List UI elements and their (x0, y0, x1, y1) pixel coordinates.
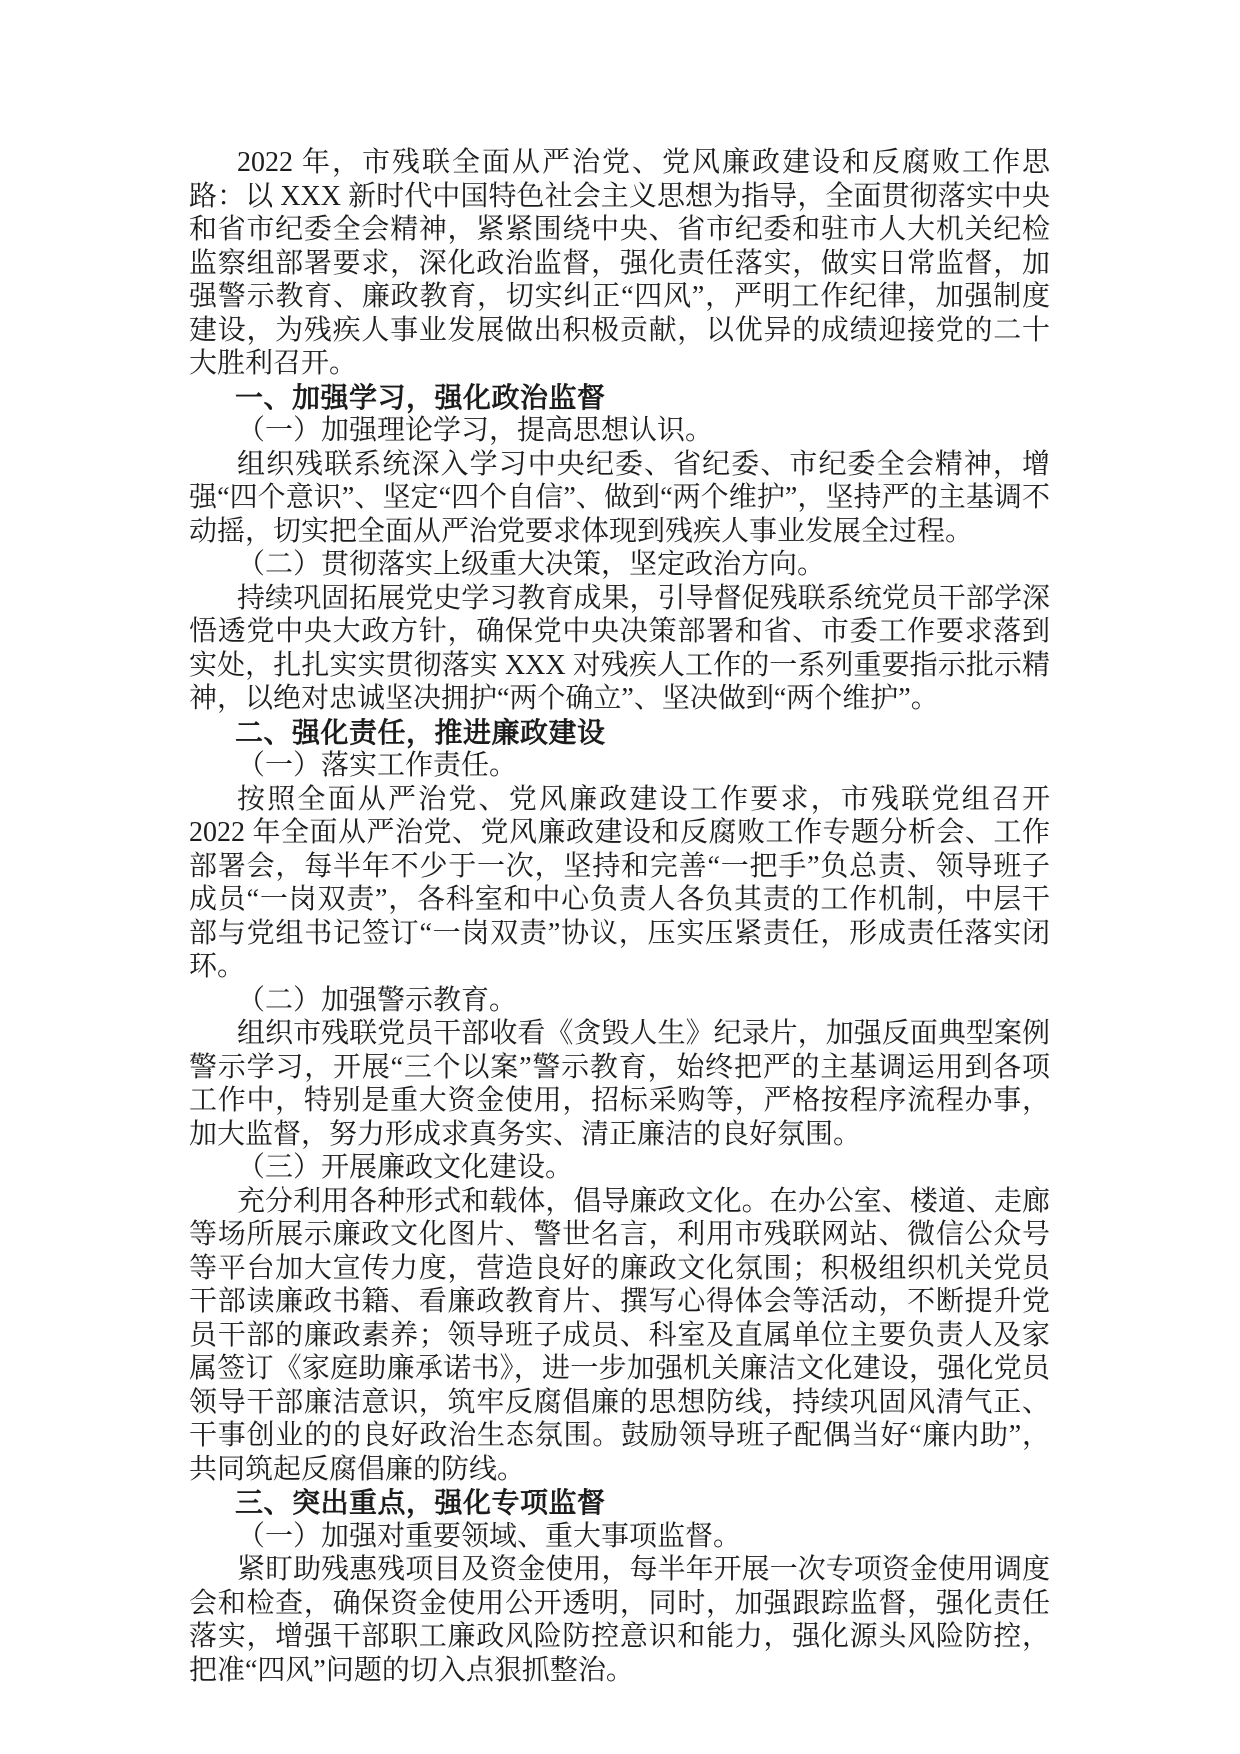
section-heading-1: 一、加强学习，强化政治监督 (235, 381, 606, 413)
paragraph-2-3: 充分利用各种形式和载体，倡导廉政文化。在办公室、楼道、走廊等场所展示廉政文化图片、警世名言，利用市残联网站、微信公众号等平台加大宣传力度，营造良好的廉政文化氛围；积极组织机关党员干部读廉政书籍、看廉政教育片、撰写心得体会等活动，不断提升党员干部的廉政素养；领导班子成员、科室及直属单位主要负责人及家属签订《家庭助廉承诺书》，进一步加强机关廉洁文化建设，强化党员领导干部廉洁意识，筑牢反腐倡廉的思想防线，持续巩固风清气正、干事创业的的良好政治生态氛围。鼓励领导班子配偶当好“廉内助”，共同筑起反腐倡廉的防线。 (189, 1185, 1050, 1485)
paragraph-1-2: 持续巩固拓展党史学习教育成果，引导督促残联系统党员干部学深悟透党中央大政方针，确保党中央决策部署和省、市委工作要求落到实处，扎扎实实贯彻落实 XXX 对残疾人工作的一系列重要指示批示精神，以绝对忠诚坚决拥护“两个确立”、坚决做到“两个维护”。 (189, 582, 1050, 714)
clause-heading-3-1: （一）加强对重要领域、重大事项监督。 (237, 1520, 742, 1552)
clause-heading-2-1: （一）落实工作责任。 (237, 750, 518, 781)
clause-heading-2-3: （三）开展廉政文化建设。 (237, 1152, 574, 1183)
paragraph-3-1: 紧盯助残惠残项目及资金使用，每半年开展一次专项资金使用调度会和检查，确保资金使用公开透明，同时，加强跟踪监督，强化责任落实，增强干部职工廉政风险防控意识和能力，强化源头风险防控，把准“四风”问题的切入点狠抓整治。 (189, 1554, 1050, 1686)
document-body (189, 146, 1050, 1687)
section-heading-3: 三、突出重点，强化专项监督 (235, 1487, 606, 1518)
clause-heading-2-2: （二）加强警示教育。 (237, 984, 518, 1016)
paragraph-1-1: 组织残联系统深入学习中央纪委、省纪委、市纪委全会精神，增强“四个意识”、坚定“四个自信”、做到“两个维护”，坚持严的主基调不动摇，切实把全面从严治党要求体现到残疾人事业发展全过程。 (189, 448, 1050, 547)
paragraph-2-2: 组织市残联党员干部收看《贪毁人生》纪录片，加强反面典型案例警示学习，开展“三个以案”警示教育，始终把严的主基调运用到各项工作中，特别是重大资金使用，招标采购等，严格按程序流程办事，加大监督，努力形成求真务实、清正廉洁的良好氛围。 (189, 1018, 1050, 1150)
section-heading-2: 二、强化责任，推进廉政建设 (235, 716, 606, 748)
paragraph-intro: 2022 年，市残联全面从严治党、党风廉政建设和反腐败工作思路：以 XXX 新时代中国特色社会主义思想为指导，全面贯彻落实中央和省市纪委全会精神，紧紧围绕中央、省市纪委和驻市人大机关纪检监察组部署要求，深化政治监督，强化责任落实，做实日常监督，加强警示教育、廉政教育，切实纠正“四风”，严明工作纪律，加强制度建设，为残疾人事业发展做出积极贡献，以优异的成绩迎接党的二十大胜利召开。 (189, 147, 1050, 379)
clause-heading-1-1: （一）加强理论学习，提高思想认识。 (237, 415, 714, 446)
clause-heading-1-2: （二）贯彻落实上级重大决策，坚定政治方向。 (237, 549, 826, 580)
paragraph-2-1: 按照全面从严治党、党风廉政建设工作要求，市残联党组召开 2022 年全面从严治党、党风廉政建设和反腐败工作专题分析会、工作部署会，每半年不少于一次，坚持和完善“一把手”负总责、领导班子成员“一岗双责”，各科室和中心负责人各负其责的工作机制，中层干部与党组书记签订“一岗双责”协议，压实压紧责任，形成责任落实闭环。 (189, 783, 1050, 982)
